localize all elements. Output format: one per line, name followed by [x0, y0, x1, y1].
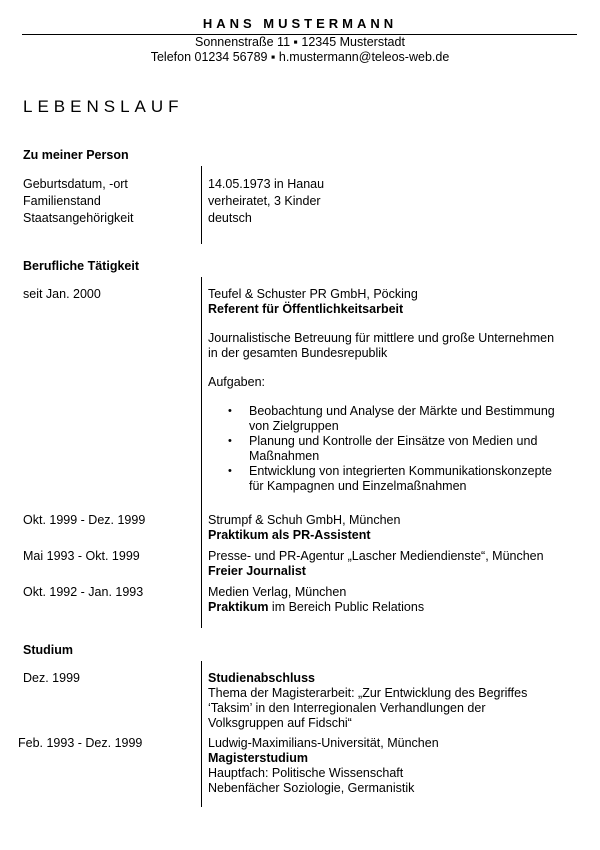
person-label-birth: Geburtsdatum, -ort: [23, 177, 128, 191]
bullet-icon: •: [228, 465, 232, 477]
person-value-family: verheiratet, 3 Kinder: [208, 194, 321, 208]
bullet-text: Maßnahmen: [249, 449, 320, 463]
job-description-line: in der gesamten Bundesrepublik: [208, 346, 388, 360]
job-entry: [208, 513, 588, 543]
applicant-name: HANS MUSTERMANN: [202, 16, 398, 31]
section-heading-career: Berufliche Tätigkeit: [23, 259, 139, 273]
section-divider-career: [201, 277, 202, 628]
job-entry: [208, 287, 588, 317]
job-role: Freier Journalist: [208, 564, 306, 578]
job-date: Mai 1993 - Okt. 1999: [23, 549, 140, 563]
contact-line: Telefon 01234 56789 ▪ h.mustermann@teleos-web.de: [150, 50, 450, 64]
job-company: Presse- und PR-Agentur „Lascher Mediendienste“, München: [208, 549, 544, 563]
job-role: Praktikum als PR-Assistent: [208, 528, 371, 542]
job-role: [208, 600, 588, 615]
study-line: ‘Taksim’ in den Interregionalen Verhandlungen der: [208, 701, 486, 715]
job-role-rest: im Bereich Public Relations: [268, 600, 425, 614]
contact-block: [0, 35, 600, 65]
job-date: seit Jan. 2000: [23, 287, 101, 301]
job-entry: [208, 549, 588, 579]
document-title: LEBENSLAUF: [23, 97, 184, 116]
study-title: Studienabschluss: [208, 671, 315, 685]
bullet-text: von Zielgruppen: [249, 419, 339, 433]
section-heading-study: Studium: [23, 643, 73, 657]
tasks-label: Aufgaben:: [208, 375, 265, 389]
bullet-text: Planung und Kontrolle der Einsätze von Medien und: [249, 434, 538, 448]
person-label-family: Familienstand: [23, 194, 101, 208]
job-description-line: Journalistische Betreuung für mittlere und große Unternehmen: [208, 331, 555, 345]
job-company: Teufel & Schuster PR GmbH, Pöcking: [208, 287, 418, 301]
bullet-text: Entwicklung von integrierten Kommunikationskonzepte: [249, 464, 552, 478]
study-date: Dez. 1999: [23, 671, 80, 685]
job-role-bold: Praktikum: [208, 600, 269, 614]
study-date: Feb. 1993 - Dez. 1999: [18, 736, 143, 750]
job-role: Referent für Öffentlichkeitsarbeit: [208, 302, 404, 316]
study-university: Ludwig-Maximilians-Universität, München: [208, 736, 439, 750]
list-item: [208, 434, 579, 464]
study-line: Thema der Magisterarbeit: „Zur Entwicklung des Begriffes: [208, 686, 528, 700]
bullet-text: Beobachtung und Analyse der Märkte und Bestimmung: [249, 404, 555, 418]
study-line: Volksgruppen auf Fidschi“: [208, 716, 352, 730]
study-title: Magisterstudium: [208, 751, 309, 765]
job-company: Strumpf & Schuh GmbH, München: [208, 513, 401, 527]
address-line: Sonnenstraße 11 ▪ 12345 Musterstadt: [195, 35, 405, 49]
tasks-list: [208, 404, 579, 494]
study-line: Nebenfächer Soziologie, Germanistik: [208, 781, 415, 795]
study-entry: [208, 671, 588, 731]
person-value-birth: 14.05.1973 in Hanau: [208, 177, 325, 191]
bullet-text: für Kampagnen und Einzelmaßnahmen: [249, 479, 467, 493]
section-divider-study: [201, 661, 202, 807]
job-date: Okt. 1992 - Jan. 1993: [23, 585, 144, 599]
bullet-icon: •: [228, 435, 232, 447]
job-entry: [208, 585, 588, 615]
person-label-nationality: Staatsangehörigkeit: [23, 211, 134, 225]
person-value-nationality: deutsch: [208, 211, 252, 225]
job-date: Okt. 1999 - Dez. 1999: [23, 513, 146, 527]
section-divider-person: [201, 166, 202, 244]
study-line: Hauptfach: Politische Wissenschaft: [208, 766, 404, 780]
section-heading-person: Zu meiner Person: [23, 148, 129, 162]
job-description: [208, 331, 588, 361]
list-item: [208, 404, 579, 434]
study-entry: [208, 736, 588, 796]
bullet-icon: •: [228, 405, 232, 417]
list-item: [208, 464, 579, 494]
job-company: Medien Verlag, München: [208, 585, 347, 599]
